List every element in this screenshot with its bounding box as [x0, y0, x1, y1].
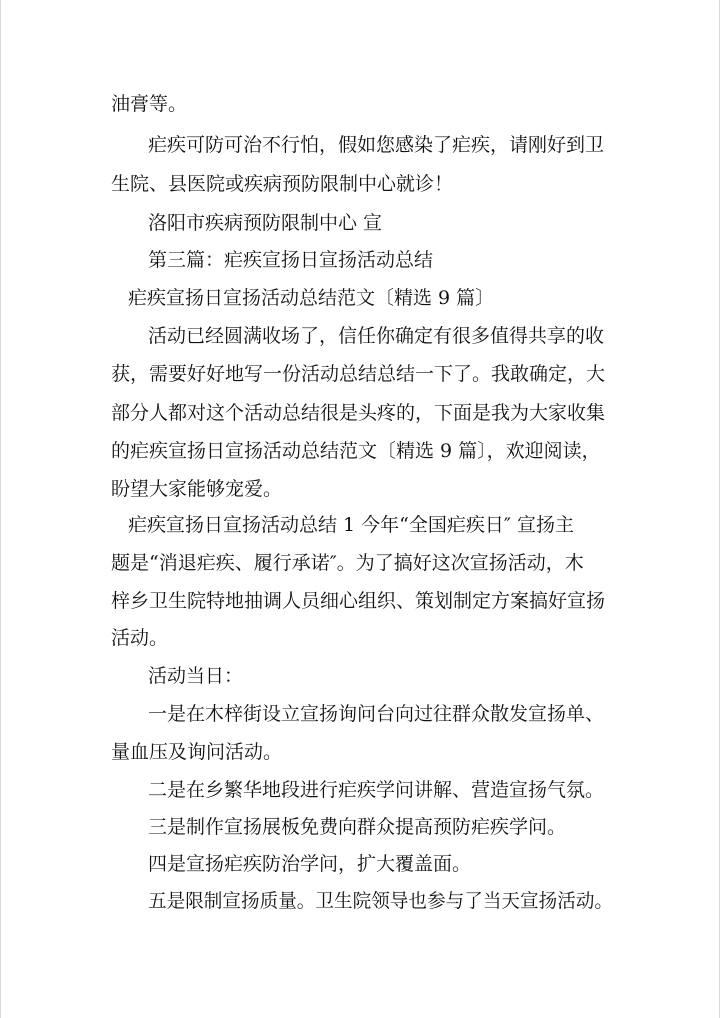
- text-line-9: 部分人都对这个活动总结很是头疼的，下面是我为大家收集: [111, 402, 606, 424]
- text-line-2: 疟疾可防可治不行怕，假如您感染了疟疾，请刚好到卫: [148, 134, 605, 156]
- text-line-11: 盼望大家能够宠爱。: [111, 478, 283, 500]
- text-line-18: 量血压及询问活动。: [111, 741, 283, 763]
- text-line-22: 五是限制宣扬质量。卫生院领导也参与了当天宣扬活动。: [148, 890, 614, 912]
- text-line-3: 生院、县医院或疾病预防限制中心就诊！: [111, 173, 454, 195]
- text-line-20: 三是制作宣扬展板免费向群众提高预防疟疾学问。: [148, 816, 567, 838]
- text-line-13: 题是“消退疟疾、履行承诺″。为了搞好这次宣扬活动，木: [111, 552, 584, 574]
- text-line-14: 梓乡卫生院特地抽调人员细心组织、策划制定方案搞好宣扬: [111, 590, 606, 612]
- text-line-4: 洛阳市疾病预防限制中心 宣: [148, 212, 383, 234]
- text-line-8: 获，需要好好地写一份活动总结总结一下了。我敢确定，大: [111, 363, 606, 385]
- text-line-15: 活动。: [111, 627, 169, 649]
- text-line-17: 一是在木梓街设立宣扬询问台向过往群众散发宣扬单、: [148, 703, 605, 725]
- text-line-16: 活动当日：: [148, 665, 244, 687]
- section-heading: 第三篇：疟疾宣扬日宣扬活动总结: [148, 249, 434, 271]
- text-line-7: 活动已经圆满收场了，信任你确定有很多值得共享的收: [148, 325, 605, 347]
- text-line-19: 二是在乡繁华地段进行疟疾学问讲解、营造宣扬气氛。: [148, 779, 605, 801]
- text-line-21: 四是宣扬疟疾防治学问，扩大覆盖面。: [148, 853, 472, 875]
- text-line-10: 的疟疾宣扬日宣扬活动总结范文〔精选 9 篇〕，欢迎阅读，: [111, 440, 601, 462]
- text-line-12: 疟疾宣扬日宣扬活动总结 1 今年“全国疟疾日″ 宣扬主: [128, 514, 575, 536]
- article-title: 疟疾宣扬日宣扬活动总结范文〔精选 9 篇〕: [128, 287, 495, 309]
- text-line-1: 油膏等。: [111, 93, 188, 115]
